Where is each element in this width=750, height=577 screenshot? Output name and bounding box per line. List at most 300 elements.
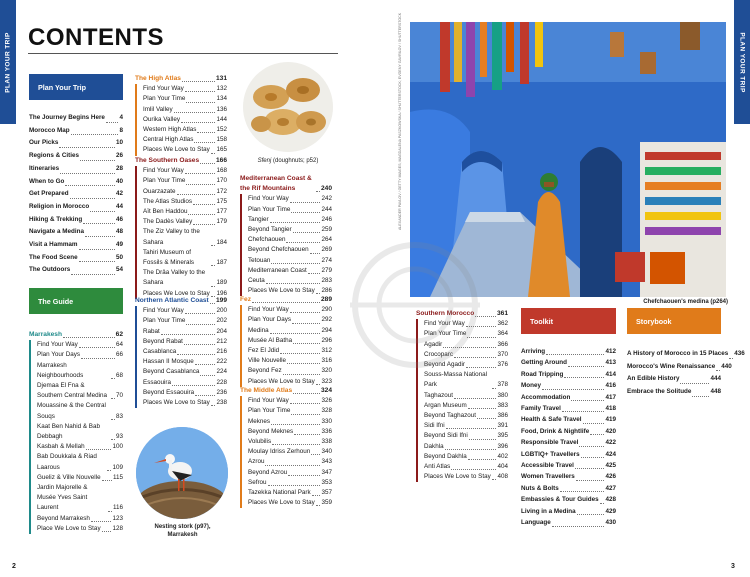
entry-page: 242	[321, 195, 332, 203]
entry-page: 424	[605, 450, 616, 458]
toc-entry[interactable]	[143, 227, 227, 247]
entry-title: Aït Ben Haddou	[143, 208, 188, 216]
leader-dots	[71, 274, 115, 275]
toc-entry[interactable]	[37, 483, 123, 514]
toc-entry[interactable]	[424, 401, 508, 411]
toc-entry[interactable]	[424, 452, 508, 462]
entry-page: 376	[497, 361, 508, 369]
toc-entry[interactable]	[424, 391, 508, 401]
toc-entry[interactable]	[248, 336, 332, 346]
entry-title: Place We Love to Stay	[37, 524, 101, 532]
leader-dots	[568, 366, 605, 367]
entry-title: Crocoparc	[424, 350, 454, 358]
leader-dots	[271, 263, 320, 264]
toc-entry[interactable]	[37, 381, 123, 401]
leader-dots	[680, 383, 709, 384]
entry-title: The Dadès Valley	[143, 218, 193, 226]
toc-entry[interactable]	[143, 135, 227, 145]
toc-entry[interactable]	[37, 340, 123, 350]
toc-entry[interactable]	[143, 217, 227, 227]
entry-title: Navigate a Medina	[29, 228, 84, 236]
entry-page: 323	[321, 377, 332, 385]
entry-page: 429	[605, 507, 616, 515]
entry-title: Places We Love to Stay	[248, 287, 315, 295]
leader-dots	[86, 449, 112, 450]
leader-dots	[445, 449, 497, 450]
entry-title: Plan Your Time	[424, 330, 467, 338]
toc-entry[interactable]	[29, 264, 123, 277]
group-heading[interactable]	[135, 296, 227, 306]
leader-dots	[266, 283, 321, 284]
leader-dots	[280, 353, 320, 354]
entry-title: Tangier	[248, 215, 269, 223]
entry-title: Kasbah & Mellah	[37, 443, 85, 451]
entry-title: Beyond Agadir	[424, 361, 465, 369]
page-number-right: 3	[731, 563, 735, 570]
toc-entry[interactable]	[248, 356, 332, 366]
toc-entry[interactable]	[29, 125, 123, 138]
entry-title: Western High Atlas	[143, 126, 197, 134]
leader-dots	[108, 511, 112, 512]
entry-title: The Atlas Studios	[143, 197, 193, 205]
entry-title: Road Tripping	[521, 370, 564, 378]
toc-entry[interactable]	[424, 411, 508, 421]
entry-page: 128	[112, 524, 123, 532]
toc-entry[interactable]	[143, 248, 227, 268]
entry-title: Ceuta	[248, 277, 265, 285]
toc-entry[interactable]	[521, 403, 616, 414]
entry-page: 427	[605, 484, 616, 492]
toc-entry[interactable]	[143, 378, 227, 388]
toc-entry[interactable]	[521, 346, 616, 357]
toc-entry[interactable]	[143, 105, 227, 115]
entry-page: 408	[497, 473, 508, 481]
leader-dots	[270, 222, 321, 223]
entry-page: 380	[497, 391, 508, 399]
entry-title: Marrakesh Neighbourhoods	[37, 361, 84, 379]
toc-entry[interactable]	[29, 176, 123, 189]
toc-entry[interactable]	[248, 427, 332, 437]
toc-entry[interactable]	[521, 369, 616, 380]
storybook-list	[627, 348, 745, 399]
toc-entry[interactable]	[37, 524, 123, 534]
leader-dots	[200, 163, 215, 164]
leader-dots	[193, 224, 215, 225]
toc-entry[interactable]	[143, 115, 227, 125]
entry-page: 54	[115, 266, 123, 274]
toc-entry[interactable]	[29, 163, 123, 176]
title-rule	[28, 53, 338, 54]
entry-page: 172	[216, 187, 227, 195]
entry-title: Getting Around	[521, 359, 567, 367]
toc-entry[interactable]	[248, 326, 332, 336]
entry-page: 417	[605, 393, 616, 401]
entry-page: 187	[216, 259, 227, 267]
group-page: 62	[115, 331, 123, 338]
entry-page: 292	[321, 316, 332, 324]
entry-page: 246	[321, 215, 332, 223]
toc-entry[interactable]	[248, 498, 332, 508]
entry-page: 419	[605, 416, 616, 424]
toc-entry[interactable]	[627, 361, 732, 374]
toc-entry[interactable]	[248, 235, 332, 245]
toc-entry[interactable]	[248, 276, 332, 286]
group-heading[interactable]	[135, 74, 227, 84]
group-southern-oases	[135, 156, 227, 299]
entry-title: Tetouan	[248, 256, 271, 264]
leader-dots	[188, 214, 215, 215]
entry-page: 436	[734, 350, 745, 357]
toolkit-list	[521, 346, 616, 529]
leader-dots	[600, 503, 605, 504]
entry-page: 414	[605, 370, 616, 378]
leader-dots	[210, 303, 215, 304]
group-title: Marrakesh	[29, 331, 62, 338]
entry-title: Language	[521, 519, 551, 527]
toc-entry[interactable]	[248, 315, 332, 325]
stork-caption: Nesting stork (p97), Marrakesh	[154, 524, 211, 538]
entry-page: 259	[321, 226, 332, 234]
sfenj-caption: Sfenj (doughnuts; p52)	[257, 158, 319, 164]
toc-entry[interactable]	[143, 347, 227, 357]
toc-entry[interactable]	[29, 137, 123, 150]
entry-title: Places We Love to Stay	[248, 499, 315, 507]
group-heading[interactable]	[240, 386, 332, 396]
entry-title: Places We Love to Stay	[143, 146, 210, 154]
entry-title: Hiking & Trekking	[29, 215, 83, 223]
toc-entry[interactable]	[143, 125, 227, 135]
toc-entry[interactable]	[143, 166, 227, 176]
entry-title: Meknes	[248, 417, 271, 425]
group-page: 289	[320, 296, 332, 303]
entry-title: Plan Your Time	[248, 205, 291, 213]
toc-entry[interactable]	[521, 483, 616, 494]
leader-dots	[71, 134, 119, 135]
leader-dots	[252, 302, 320, 303]
leader-dots	[161, 334, 216, 335]
entry-page: 269	[321, 246, 332, 254]
leader-dots	[83, 223, 115, 224]
leader-dots	[293, 232, 321, 233]
toc-entry[interactable]	[29, 150, 123, 163]
leader-dots	[200, 375, 215, 376]
toc-entry[interactable]	[143, 197, 227, 207]
entry-page: 364	[497, 330, 508, 338]
entry-title: A History of Morocco in 15 Places	[627, 350, 729, 357]
entry-title: The Journey Begins Here	[29, 114, 105, 121]
leader-dots	[293, 343, 320, 344]
group-heading[interactable]	[29, 330, 123, 340]
toc-entry[interactable]	[521, 392, 616, 403]
toc-entry[interactable]	[29, 112, 123, 125]
toc-entry[interactable]	[143, 367, 227, 377]
leader-dots	[195, 364, 216, 365]
entry-page: 109	[112, 463, 123, 471]
toc-entry[interactable]	[627, 386, 721, 399]
entry-page: 136	[216, 105, 227, 113]
toc-entry[interactable]	[521, 437, 616, 448]
toc-entry[interactable]	[521, 494, 616, 505]
leader-dots	[177, 194, 216, 195]
toc-entry[interactable]	[521, 506, 616, 517]
toc-entry[interactable]	[424, 421, 508, 431]
toc-entry[interactable]	[143, 84, 227, 94]
toc-entry[interactable]	[424, 442, 508, 452]
entry-title: Beyond Marrakesh	[37, 514, 90, 522]
entry-page: 296	[321, 336, 332, 344]
entry-page: 93	[115, 433, 123, 441]
toc-entry[interactable]	[143, 94, 227, 104]
toc-entry[interactable]	[37, 401, 123, 421]
entry-title: Beyond Fez	[248, 367, 282, 375]
entry-title: The Drâa Valley to the Sahara	[143, 269, 206, 287]
leader-dots	[286, 242, 320, 243]
entry-page: 386	[497, 412, 508, 420]
toc-entry[interactable]	[521, 357, 616, 368]
entry-page: 68	[115, 371, 123, 379]
entry-page: 426	[605, 473, 616, 481]
toc-entry[interactable]	[424, 431, 508, 441]
entry-page: 196	[216, 289, 227, 297]
leader-dots	[468, 459, 497, 460]
entry-title: Casablanca	[143, 348, 177, 356]
toc-entry[interactable]	[29, 239, 123, 252]
entry-title: Jardin Majorelle & Musée Yves Saint Laurent	[37, 484, 88, 512]
toc-entry[interactable]	[37, 361, 123, 381]
toc-entry[interactable]	[29, 188, 123, 201]
leader-dots	[590, 434, 604, 435]
toc-entry[interactable]	[29, 214, 123, 227]
toc-entry[interactable]	[248, 488, 332, 498]
leader-dots	[579, 446, 604, 447]
toc-entry[interactable]	[143, 388, 227, 398]
leader-dots	[60, 173, 115, 174]
entry-page: 28	[115, 164, 123, 172]
toc-entry[interactable]	[143, 327, 227, 337]
toc-entry[interactable]	[29, 201, 123, 214]
leader-dots	[193, 204, 215, 205]
entry-page: 134	[216, 95, 227, 103]
toc-entry[interactable]	[143, 268, 227, 288]
toc-entry[interactable]	[248, 266, 332, 276]
entry-title: Get Prepared	[29, 190, 69, 198]
entry-title: Embrace the Solitude	[627, 388, 692, 396]
toc-entry[interactable]	[143, 316, 227, 326]
entry-title: Food, Drink & Nightlife	[521, 427, 590, 435]
toc-entry[interactable]	[627, 348, 745, 361]
entry-title: Our Picks	[29, 139, 59, 147]
entry-title: Find Your Way	[248, 306, 289, 314]
toc-entry[interactable]	[143, 187, 227, 197]
leader-dots	[316, 505, 321, 506]
entry-title: Places We Love to Stay	[424, 473, 491, 481]
leader-dots	[571, 400, 604, 401]
toc-entry[interactable]	[248, 406, 332, 416]
toc-entry[interactable]	[29, 252, 123, 265]
entry-title: Essaouira	[143, 378, 172, 386]
leader-dots	[265, 465, 320, 466]
entry-page: 440	[721, 362, 732, 370]
entry-page: 430	[605, 519, 616, 527]
toc-entry[interactable]	[521, 380, 616, 391]
toc-entry[interactable]	[248, 396, 332, 406]
entry-title: Dakhla	[424, 442, 444, 450]
entry-title: Beyond Meknes	[248, 427, 294, 435]
toc-entry[interactable]	[37, 473, 123, 483]
entry-title: Sefrou	[248, 478, 267, 486]
entry-title: Beyond Taghazout	[424, 412, 477, 420]
entry-page: 224	[216, 368, 227, 376]
leader-dots	[211, 153, 216, 154]
leader-dots	[79, 347, 115, 348]
toc-entry[interactable]	[521, 426, 616, 437]
leader-dots	[211, 245, 215, 246]
toc-entry[interactable]	[143, 145, 227, 155]
group-north-atlantic	[135, 296, 227, 408]
entry-title: The Food Scene	[29, 253, 78, 261]
entry-page: 383	[497, 401, 508, 409]
toc-entry[interactable]	[248, 366, 332, 376]
toc-entry[interactable]	[37, 442, 123, 452]
entry-page: 10	[115, 139, 123, 147]
toc-entry[interactable]	[248, 437, 332, 447]
entry-page: 165	[216, 146, 227, 154]
toc-entry[interactable]	[248, 225, 332, 235]
leader-dots	[102, 531, 112, 532]
entry-title: Arriving	[521, 348, 546, 355]
toc-entry[interactable]	[248, 256, 332, 266]
group-heading[interactable]	[240, 174, 332, 194]
entry-page: 264	[321, 236, 332, 244]
entry-page: 320	[321, 367, 332, 375]
toc-entry[interactable]	[29, 226, 123, 239]
toc-entry[interactable]	[143, 306, 227, 316]
entry-page: 362	[497, 320, 508, 328]
toc-entry[interactable]	[627, 373, 721, 386]
toc-entry[interactable]	[424, 472, 508, 482]
toc-entry[interactable]	[521, 471, 616, 482]
toc-entry[interactable]	[143, 398, 227, 408]
group-items	[240, 305, 332, 387]
entry-page: 418	[605, 405, 616, 413]
entry-page: 328	[321, 407, 332, 415]
entry-page: 428	[605, 496, 616, 504]
toc-entry[interactable]	[37, 452, 123, 472]
toc-entry[interactable]	[248, 447, 332, 457]
entry-title: Gueliz & Ville Nouvelle	[37, 473, 101, 481]
leader-dots	[90, 211, 115, 212]
page-number-left: 2	[12, 563, 16, 570]
toc-entry[interactable]	[143, 176, 227, 186]
group-items	[240, 194, 332, 296]
leader-dots	[195, 395, 215, 396]
toc-entry[interactable]	[248, 215, 332, 225]
leader-dots	[270, 333, 321, 334]
entry-page: 4	[119, 114, 123, 121]
entry-title: Places We Love to Stay	[143, 289, 210, 297]
leader-dots	[268, 485, 321, 486]
toc-entry[interactable]	[248, 468, 332, 478]
entry-page: 343	[321, 458, 332, 466]
entry-page: 83	[115, 412, 123, 420]
entry-title: Agadir	[424, 340, 443, 348]
entry-title: Embassies & Tour Guides	[521, 496, 599, 504]
group-page: 131	[215, 75, 227, 82]
group-page: 361	[496, 310, 508, 317]
leader-dots	[111, 398, 115, 399]
toc-entry[interactable]	[143, 337, 227, 347]
leader-dots	[197, 132, 215, 133]
entry-page: 412	[605, 348, 616, 355]
toc-entry[interactable]	[521, 460, 616, 471]
toc-entry[interactable]	[248, 205, 332, 215]
group-heading[interactable]	[240, 295, 332, 305]
entry-title: Money	[521, 382, 541, 390]
toc-entry[interactable]	[143, 357, 227, 367]
toc-entry[interactable]	[248, 305, 332, 315]
group-heading[interactable]	[135, 156, 227, 166]
entry-page: 48	[115, 228, 123, 236]
entry-title: Nuts & Bolts	[521, 484, 559, 492]
entry-page: 42	[115, 190, 123, 198]
the-guide-heading: The Guide	[29, 288, 123, 314]
entry-page: 204	[216, 327, 227, 335]
group-title: Northern Atlantic Coast	[135, 297, 209, 304]
entry-title: Ville Nouvelle	[248, 357, 287, 365]
toc-entry[interactable]	[37, 350, 123, 360]
entry-title: Beyond Dakhla	[424, 452, 467, 460]
entry-title: Find Your Way	[248, 195, 289, 203]
entry-title: Women Travellers	[521, 473, 575, 481]
toc-entry[interactable]	[521, 517, 616, 528]
toc-entry[interactable]	[248, 478, 332, 488]
group-items	[135, 166, 227, 299]
leader-dots	[291, 212, 320, 213]
leader-dots	[564, 377, 604, 378]
entry-page: 236	[216, 388, 227, 396]
group-title: Fez	[240, 296, 251, 303]
toc-entry[interactable]	[248, 417, 332, 427]
entry-page: 330	[321, 417, 332, 425]
toc-entry[interactable]	[424, 462, 508, 472]
leader-dots	[184, 344, 216, 345]
toc-entry[interactable]	[37, 422, 123, 442]
toc-entry[interactable]	[37, 514, 123, 524]
toc-entry[interactable]	[521, 414, 616, 425]
entry-title: Regions & Cities	[29, 152, 80, 160]
toc-entry[interactable]	[248, 457, 332, 467]
medina-caption: Chefchaouen's medina (p264)	[643, 299, 728, 305]
leader-dots	[316, 384, 321, 385]
leader-dots	[106, 122, 119, 123]
entry-page: 413	[605, 359, 616, 367]
entry-page: 416	[605, 382, 616, 390]
toc-entry[interactable]	[248, 346, 332, 356]
entry-page: 294	[321, 326, 332, 334]
leader-dots	[81, 358, 115, 359]
group-page: 199	[215, 297, 227, 304]
toc-entry[interactable]	[248, 194, 332, 204]
entry-page: 123	[112, 514, 123, 522]
toc-entry[interactable]	[521, 449, 616, 460]
toc-entry[interactable]	[143, 207, 227, 217]
toc-entry[interactable]	[248, 245, 332, 255]
storybook-heading: Storybook	[627, 308, 721, 334]
leader-dots	[290, 403, 321, 404]
entry-title: Bab Doukkala & Riad Laarous	[37, 453, 97, 471]
entry-page: 216	[216, 348, 227, 356]
group-items	[240, 396, 332, 508]
